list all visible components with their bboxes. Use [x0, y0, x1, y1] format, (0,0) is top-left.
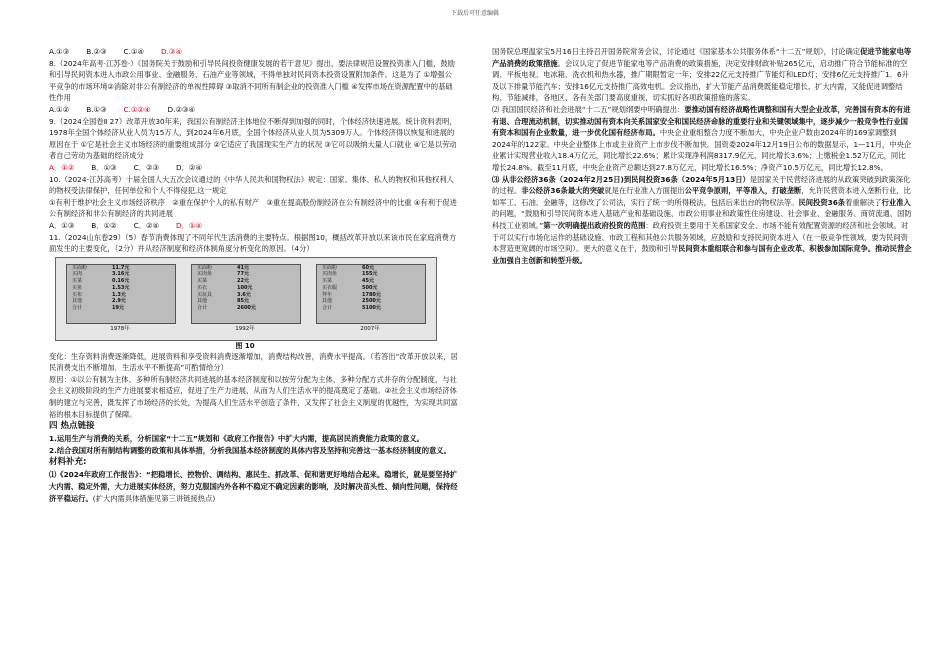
panel-row: 买玩具 3.6元 [197, 291, 251, 298]
material-title: 材料补充: [49, 457, 87, 468]
panel-row: 买面粉 11.7元 [72, 264, 130, 271]
panel-row: 买菜 22元 [197, 278, 249, 285]
panel-row: 买布 1.3元 [72, 291, 126, 298]
panel-row: 合计 2600元 [197, 304, 256, 311]
panel-row: 买衣 100元 [197, 284, 253, 291]
panel-row: 其他 2.9元 [72, 298, 126, 305]
hot-topic-2: 2.结合我国对所有制结构调整的政策和具体举措，分析我国基本经济制度的具体内容及坚持和完善这一基本经济制度的意义。 [49, 445, 451, 455]
q11-answer-change: 变化：生存资料消费逐渐降低，进展资料和享受资料消费逐渐增加，消费结构改善，消费水平提高。（若答出“改革开放以来，居民消费支出不断增加．生活水平不断提高”可酌情给分） [49, 351, 458, 373]
q7-options: A.①③ B.②③ C.①④ D.③④ [49, 47, 182, 56]
figure-10 [55, 257, 437, 341]
q9-answer: A．①② [49, 162, 75, 172]
right-column [492, 46, 912, 266]
left-column [49, 46, 458, 504]
page-header: 下载后可任意编辑 [450, 10, 499, 17]
panel-year-2007: 2007年 [360, 325, 380, 332]
panel-row: 买肉 3.16元 [72, 271, 130, 278]
material-paragraph-2: ⑵ 我国国民经济和社会进展“十二五”规划纲要中明确提出：要推动国有经济战略性调整和国有大型企业改革，完善国有资本的有进有退、合理流动机制，切实推动国有资本向关系国家安全和国民经济命脉的重要行业和关键领域集中，逐步减少一般竞争性行业国有资本和国有企业数量，进一步优化国有经济布局。中央企业重组整合力度不断加大，中央企业户数由2024年的169家调整到2024年的122家。中央企业整体上市或主业资产上市步伐不断加快。国资委2024年12月19日公布的数据显示，1—11月，中央企业累计实现营业收入18.4万亿元，同比增长22.6%；累计实现净利润8317.9亿元，同比增长3.6%；上缴税金1.52万亿元，同比增长24.8%。截至11月底，中央企业资产总额达到27.8万亿元，同比增长16.5%；净资产10.5万亿元，同比增长12.8%。 [492, 104, 912, 172]
q10-stem: 10.（2024-江苏高考）十届全国人大五次会议通过的《中华人民共和国物权法》规定：国家、集体、私人的物权和其他权利人的物权受法律保护，任何单位和个人不得侵犯.这一规定 [49, 174, 454, 196]
q11-answer-reason: 原因：①以公有制为主体、多种所有制经济共同进展的基本经济制度和以按劳分配为主体、多种分配方式并存的分配制度，与社会主义初级阶段的生产力进展要求相适应，促进了生产力进展，从而为人们生活水平的提高奠定了基础。②社会主义市场经济体制的建立与完善，既发挥了市场经济的长处，为提高人们生活水平创造了条件，又发挥了社会主义制度的优越性，为实现共同富裕的根本目标提供了保障。 [49, 374, 458, 419]
figure-caption: 图 10 [235, 341, 255, 350]
panel-year-1992: 1992年 [235, 325, 255, 332]
material-paragraph-3: ⑶ 从非公经济36条（2024年2月25日)到民间投资36条（2024年5月13日）是国家关于民营经济进展的从政策突破到政策深化的过程。非公经济36条最大的突破就是在行业准入方面提出公平竞争原则，平等准入，打破垄断，允许民营资本进入垄断行业，比如军工、石油、金融等，这修改了公司法，实行了统一的所得税法，包括后来出台的物权法等。民间投资36条着重解决了行业准入的问题，“鼓励和引导民间资本进入基础产业和基础设施、市政公用事业和政策性住房建设、社会事业、金融服务、商贸流通、国防科技工业领域。”第一次明确提出政府投资的范围：政府投资主要用于关系国家安全、市场不能有效配置资源的经济和社会领域。对于可以实行市场化运作的基础设施、市政工程和其他公共服务领域，应鼓励和支持民间资本进入（在一般竞争性领域，要为民间资本营造更宽阔的市场空间）。更大的意义在于，鼓励和引导民间资本重组联合和参与国有企业改革、积极参加国际竞争。推动民营企业加强自主创新和转型升级。 [492, 174, 912, 265]
q7-answer: D.③④ [160, 47, 182, 56]
q8-stem: 8.（2024年高考·江苏卷·）《国务院关于鼓励和引导民间投资健康发展的若干意见》提出，要法律规范设置投资准入门槛，鼓励和引导民间资本进入市政公用事业、金融服务、石油产业等领域，不得单独对民间资本投资设置附加条件。这是为了 ①增强公平竞争的市场环境②消除对非公有制经济的单视性障碍 ③取消不同所有制企业的投资准入门槛 ④发挥市场在资源配置中的基础性作用 [49, 58, 455, 103]
q8-answer: C.①②④ [123, 104, 151, 114]
material-1: ⑴《2024年政府工作报告》：“把稳增长、控物价、调结构、惠民生、抓改革、促和谐更好地结合起来。稳增长，就是要坚持扩大内需、稳定外需，大力进展实体经济，努力克服国内外各种不稳定不确定因素的影响，及时解决苗头性、倾向性问题，保持经济平稳运行。(扩大内需具体措施见第三讲链接热点) [49, 470, 458, 503]
q8-options: A.①② B.①③ C.①②④ D.②③④ [49, 104, 196, 114]
figure-panel-2007 [316, 264, 426, 324]
panel-row: 买肉鱼 77元 [197, 271, 249, 278]
q9-options: A．①② B．①③ C．②③ D．②④ [49, 162, 203, 172]
section-title-hot-topics: 四 热点链接 [49, 421, 95, 432]
panel-row: 其他 2500元 [322, 298, 381, 305]
panel-row: 买面粉 41元 [197, 264, 249, 271]
q10-items: ①有利于维护社会主义市场经济秩序 ②重在保护个人的私有财产 ③重在提高股份制经济在公有制经济中的比重 ④有利于促进公有制经济和非公有制经济的共同进展 [49, 197, 457, 219]
panel-row: 买菜 0.16元 [72, 278, 130, 285]
panel-row: 买肉鱼 155元 [322, 271, 378, 278]
figure-panel-1992 [191, 264, 301, 324]
panel-row: 买鱼 1.53元 [72, 284, 130, 291]
q10-options: A．①③ B．①② C．②④ D．①④ [49, 220, 203, 230]
panel-row: 合计 5100元 [322, 304, 381, 311]
material-paragraph-1: 国务院总理温家宝5月16日主持召开国务院常务会议，讨论通过《国家基本公共服务体系“十二五”规划》，讨论确定促进节能家电等产品消费的政策措施。会议认定了促进节能家电等产品消费的政策措施，决定安排财政补贴265亿元，启动推广符合节能标准的空调、平板电视、电冰箱、洗衣机和热水器，推广期限暂定一年；安排22亿元支持推广节能灯和LED灯；安排6亿元支持推广1．6升及以下排量节能汽车；安排16亿元支持推广高效电机。会议指出，扩大节能产品消费既能稳定增长、扩大内需，又能促进调整结构、节能减排，各地区、各有关部门要高度重视，切实抓好各项政策措施的落实。 [492, 47, 912, 103]
figure-panel-1978 [66, 264, 176, 324]
hot-topic-1: 1.运用生产与消费的关系，分析国家“十二五”规划和《政府工作报告》中扩大内需，提高居民消费能力政策的意义。 [49, 434, 424, 444]
q10-answer: D．①④ [176, 220, 203, 230]
q9-stem: 9.（2024全国卷Ⅱ 27）改革开放30年来，我国公有制经济主体地位不断得到加强的同时，个体经济快速进展。统计资料表明，1978年全国个体经济从业人员为15万人，到2024年6月底，全国个体经济从业人员为5309万人。个体经济得以恢复和进展的原因在于 ①它是社会主义市场经济的重要组成部分 ②它适应了我国现实生产力的状况 ③它可以吸纳大量人口就业 ④它是以劳动者自己劳动为基础的经济成分 [49, 116, 457, 161]
panel-row: 买菜 45元 [322, 278, 374, 285]
panel-row: 买衣服 500元 [322, 284, 378, 291]
panel-row: 拜年 1780元 [322, 291, 381, 298]
q11-stem: 11.（2024山东卷29）（5）春节消费体现了不同年代生活消费的主要特点。根据图10，概括改革开放以来该市民在家庭消费方面发生的主要变化，（2分）并从经济制度和经济体制角度分析变化的原因。（4分） [49, 232, 457, 254]
panel-year-1978: 1978年 [110, 325, 130, 332]
panel-row: 买面粉 60元 [322, 264, 374, 271]
panel-row: 合计 19元 [72, 304, 124, 311]
panel-row: 其他 85元 [197, 298, 249, 305]
